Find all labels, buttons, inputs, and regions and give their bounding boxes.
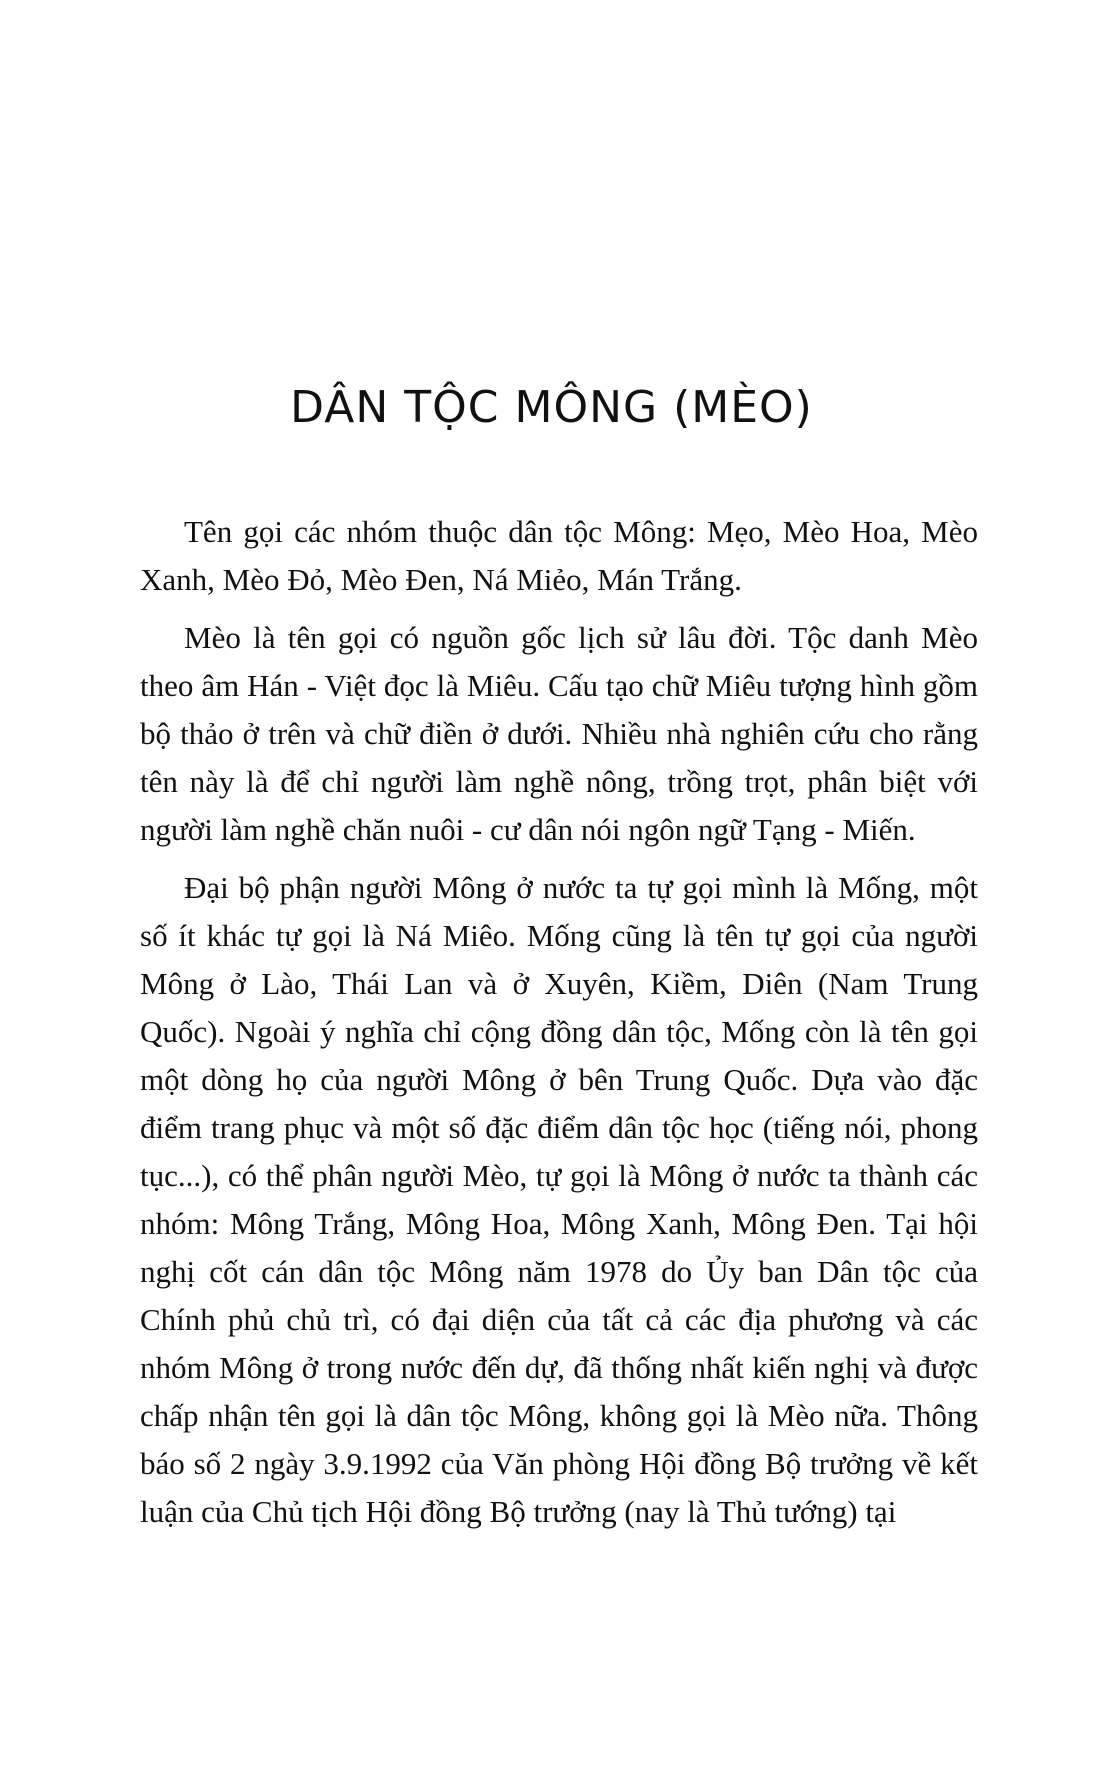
paragraph-self-name: Đại bộ phận người Mông ở nước ta tự gọi mình là Mống, một số ít khác tự gọi là Ná Miêo. Mống cũng là tên tự gọi của người Mông ở Lào, Thái Lan và ở Xuyên, Kiềm, Diên (Nam Trung Quốc). Ngoài ý nghĩa chỉ cộng đồng dân tộc, Mống còn là tên gọi một dòng họ của người Mông ở bên Trung Quốc. Dựa vào đặc điểm trang phục và một số đặc điểm dân tộc học (tiếng nói, phong tục...), có thể phân người Mèo, tự gọi là Mông ở nước ta thành các nhóm: Mông Trắng, Mông Hoa, Mông Xanh, Mông Đen. Tại hội nghị cốt cán dân tộc Mông năm 1978 do Ủy ban Dân tộc của Chính phủ chủ trì, có đại diện của tất cả các địa phương và các nhóm Mông ở trong nước đến dự, đã thống nhất kiến nghị và được chấp nhận tên gọi là dân tộc Mông, không gọi là Mèo nữa. Thông báo số 2 ngày 3.9.1992 của Văn phòng Hội đồng Bộ trưởng về kết luận của Chủ tịch Hội đồng Bộ trưởng (nay là Thủ tướng) tại xyxy=(140,870,978,1529)
chapter-title: DÂN TỘC MÔNG (MÈO) xyxy=(290,382,813,433)
body-text xyxy=(140,508,978,1546)
paragraph-name-origin: Mèo là tên gọi có nguồn gốc lịch sử lâu đời. Tộc danh Mèo theo âm Hán - Việt đọc là Miêu. Cấu tạo chữ Miêu tượng hình gồm bộ thảo ở trên và chữ điền ở dưới. Nhiều nhà nghiên cứu cho rằng tên này là để chỉ người làm nghề nông, trồng trọt, phân biệt với người làm nghề chăn nuôi - cư dân nói ngôn ngữ Tạng - Miến. xyxy=(140,620,978,847)
paragraph-group-names: Tên gọi các nhóm thuộc dân tộc Mông: Mẹo, Mèo Hoa, Mèo Xanh, Mèo Đỏ, Mèo Đen, Ná Miẻo, Mán Trắng. xyxy=(140,514,978,597)
